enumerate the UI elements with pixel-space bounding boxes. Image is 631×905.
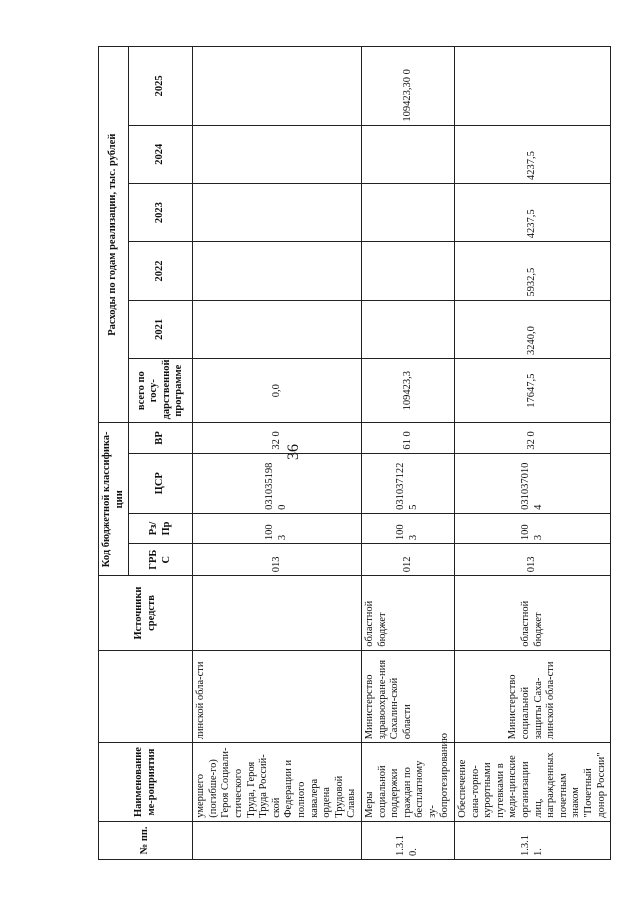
header-2023: 2023 xyxy=(129,183,193,241)
budget-table xyxy=(98,46,611,860)
cell-vr: 32 0 xyxy=(193,423,362,453)
header-csr: ЦСР xyxy=(129,453,193,513)
header-kbk: Код бюджетной классифика-ции xyxy=(99,423,129,576)
cell-grbs: 013 xyxy=(455,544,611,576)
cell-2024: 4237,5 xyxy=(455,125,611,183)
cell-2025 xyxy=(193,47,362,126)
header-num: № пп. xyxy=(99,821,193,859)
cell-num: 1.3.1 1. xyxy=(455,821,611,859)
cell-csr: 031035198 0 xyxy=(193,453,362,513)
header-executor xyxy=(99,650,193,743)
cell-sources: областной бюджет xyxy=(361,576,454,650)
cell-num xyxy=(193,821,362,859)
cell-2024 xyxy=(361,125,454,183)
cell-executor: Министерство здравоохране-ния Сахалин-ской области xyxy=(361,650,454,743)
header-2025: 2025 xyxy=(129,47,193,126)
cell-name: умершего (погибше-го) Героя Социали-стического Труда, Героя Труда Россий-ской Федерации и полного кавалера ордена Трудовой Славы xyxy=(193,743,362,821)
cell-executor: линской обла-сти xyxy=(193,650,362,743)
cell-2021 xyxy=(193,300,362,358)
cell-2023 xyxy=(193,183,362,241)
cell-2021 xyxy=(361,300,454,358)
header-2024: 2024 xyxy=(129,125,193,183)
header-total: всего по госу-дарственной программе xyxy=(129,358,193,422)
cell-rzpr: 100 3 xyxy=(361,513,454,543)
header-rzpr: Рз/ Пр xyxy=(129,513,193,543)
cell-rzpr: 100 3 xyxy=(193,513,362,543)
cell-rzpr: 100 3 xyxy=(455,513,611,543)
cell-sources xyxy=(193,576,362,650)
header-name: Наименование ме-роприятия xyxy=(99,743,193,821)
cell-grbs: 013 xyxy=(193,544,362,576)
header-2022: 2022 xyxy=(129,242,193,300)
cell-2023 xyxy=(361,183,454,241)
header-2021: 2021 xyxy=(129,300,193,358)
header-grbs: ГРБ С xyxy=(129,544,193,576)
cell-csr: 031037010 4 xyxy=(455,453,611,513)
cell-name: Меры социальной поддержки граждан по бесплатному зу-бопротезированию xyxy=(361,743,454,821)
cell-grbs: 012 xyxy=(361,544,454,576)
cell-sources: областной бюджет xyxy=(455,576,611,650)
header-row-1 xyxy=(99,47,129,860)
cell-2023: 4237,5 xyxy=(455,183,611,241)
cell-2022 xyxy=(193,242,362,300)
cell-2022 xyxy=(361,242,454,300)
cell-2024 xyxy=(193,125,362,183)
cell-2022: 5932,5 xyxy=(455,242,611,300)
table-row xyxy=(193,47,362,860)
cell-total: 17647,5 xyxy=(455,358,611,422)
cell-2025 xyxy=(455,47,611,126)
cell-csr: 031037122 5 xyxy=(361,453,454,513)
budget-table-rotated xyxy=(98,46,607,860)
table-row xyxy=(455,47,611,860)
header-expenses: Расходы по годам реализации, тыс. рублей xyxy=(99,47,129,423)
cell-total: 109423,3 xyxy=(361,358,454,422)
cell-2021: 3240,0 xyxy=(455,300,611,358)
cell-vr: 61 0 xyxy=(361,423,454,453)
cell-2025: 109423,30 0 xyxy=(361,47,454,126)
header-sources: Источники средств xyxy=(99,576,193,650)
cell-executor: Министерство социальной защиты Саха-линской обла-сти xyxy=(455,650,611,743)
page-number: 36 xyxy=(285,444,302,460)
table-row xyxy=(361,47,454,860)
cell-num: 1.3.1 0. xyxy=(361,821,454,859)
cell-total: 0,0 xyxy=(193,358,362,422)
header-vr: ВР xyxy=(129,423,193,453)
cell-vr: 32 0 xyxy=(455,423,611,453)
cell-name: Обеспечение сана-торно-курортными путевками в меди-цинские организации лиц, награжденных почетным знаком "Почетный донор России" xyxy=(455,743,611,821)
